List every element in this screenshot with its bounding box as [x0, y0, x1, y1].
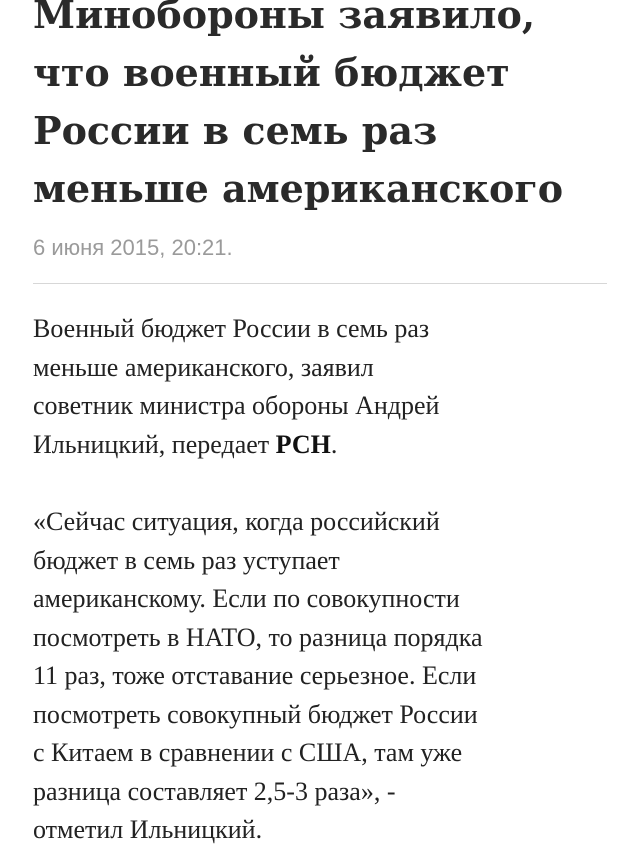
headline-line: что военный бюджет — [33, 50, 510, 95]
body-line: американскому. Если по совокупности — [33, 584, 460, 613]
headline-line: России в семь раз — [33, 108, 438, 153]
body-line: с Китаем в сравнении с США, там уже — [33, 738, 463, 767]
body-text-fragment: Ильницкий, передает — [33, 429, 276, 459]
body-line: посмотреть в НАТО, то разница порядка — [33, 622, 483, 652]
body-line: Военный бюджет России в семь раз — [33, 314, 430, 343]
divider — [33, 283, 607, 284]
body-line: «Сейчас ситуация, когда российский — [33, 507, 440, 536]
body-line: разница составляет 2,5-3 раза», - — [33, 776, 396, 806]
body-line: посмотреть совокупный бюджет России — [33, 699, 478, 729]
paragraph-1 — [33, 310, 613, 464]
publish-date: 6 июня 2015, 20:21. — [33, 235, 233, 260]
paragraph-2 — [33, 503, 613, 850]
body-line: 11 раз, тоже отставание серьезное. Если — [33, 661, 477, 690]
headline-line: Минобороны заявило, — [33, 0, 536, 37]
body-line: меньше американского, заявил — [33, 352, 374, 382]
article-body — [33, 310, 613, 850]
body-text-fragment: . — [330, 429, 338, 459]
headline-line: меньше американского — [33, 166, 564, 211]
body-line: отметил Ильницкий. — [33, 815, 263, 844]
body-line: бюджет в семь раз уступает — [33, 545, 340, 575]
body-line: советник министра обороны Андрей — [33, 391, 440, 420]
body-line — [33, 426, 613, 465]
source-link[interactable]: РСН — [275, 429, 331, 459]
article-headline — [33, 0, 613, 218]
